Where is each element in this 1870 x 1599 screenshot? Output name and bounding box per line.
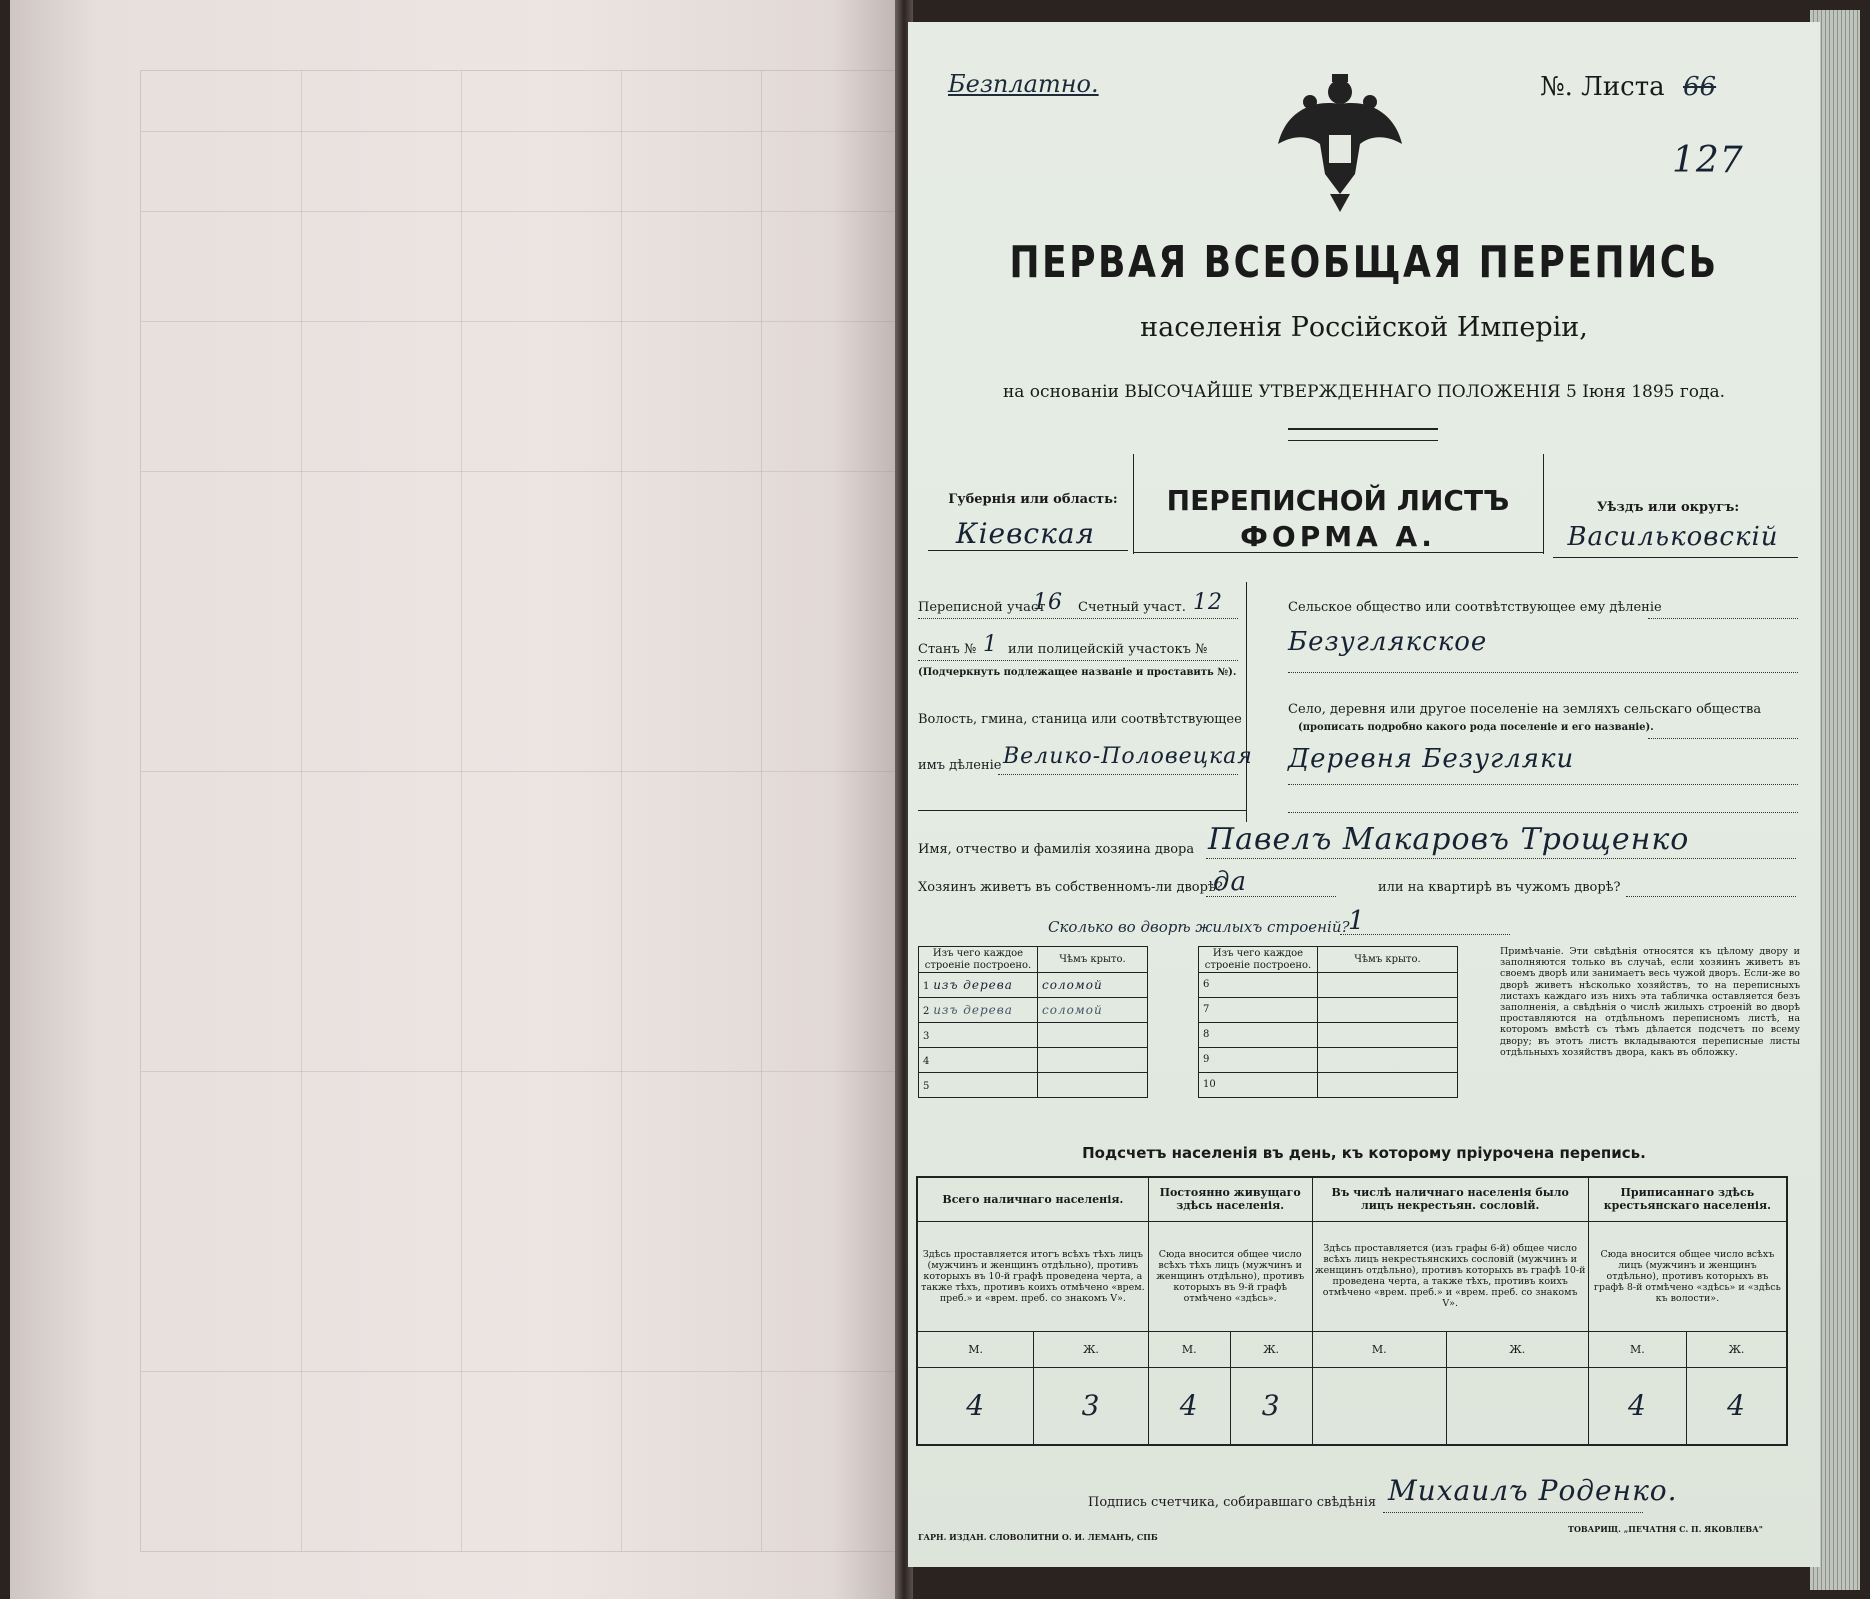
pop-zh-label-4: Ж. [1687, 1331, 1787, 1367]
society-value: Безуглякское [1288, 627, 1488, 657]
building-row-2-material: 2 изъ дерева [919, 998, 1038, 1023]
building-row-3-material: 3 [919, 1023, 1038, 1048]
pop-col-2-desc: Сюда вносится общее число всѣхъ тѣхъ лицъ (мужчинъ и женщинъ отдѣльно), противъ которыхъ въ 9-й графѣ отмѣчено «здѣсь». [1148, 1221, 1312, 1331]
pop-col-1-desc: Здѣсь проставляется итогъ всѣхъ тѣхъ лицъ (мужчинъ и женщинъ отдѣльно), противъ которыхъ въ 10-й графѣ проведена черта, а также тѣхъ, противъ коихъ отмѣчено «врем. преб.» и «врем. преб. со знакомъ V». [917, 1221, 1148, 1331]
form-basis: на основаніи ВЫСОЧАЙШЕ УТВЕРЖДЕННАГО ПОЛОЖЕНІЯ 5 Іюня 1895 года. [1002, 382, 1726, 402]
pop-nonpeasant-zh [1446, 1367, 1588, 1445]
guberniya-label: Губернія или область: [948, 492, 1118, 507]
pop-col-2-title: Постоянно живущаго здѣсь населенія. [1148, 1177, 1312, 1221]
form-subtitle: населенія Россійской Имперіи, [1140, 312, 1588, 343]
pop-m-label-2: М. [1148, 1331, 1230, 1367]
building-row-10: 10 [1199, 1073, 1318, 1098]
sheet-number-handwritten: 127 [1672, 140, 1744, 181]
pop-zh-label-1: Ж. [1034, 1331, 1148, 1367]
own-yard-value: да [1213, 867, 1247, 897]
stan-label: Станъ № [918, 642, 977, 657]
building-row-4-material: 4 [919, 1048, 1038, 1073]
signature-value: Михаилъ Роденко. [1388, 1474, 1678, 1507]
building-row-9: 9 [1199, 1048, 1318, 1073]
owner-label: Имя, отчество и фамилія хозяина двора [918, 842, 1195, 857]
buildings-note: Примѣчаніе. Эти свѣдѣнія относятся къ цѣлому двору и заполняются только въ случаѣ, если хозяинъ живетъ въ своемъ дворѣ или занимаетъ весь чужой дворъ. Если-же во дворѣ живетъ нѣсколько хозяйствъ, то на переписныхъ листахъ каждаго изъ нихъ эта табличка оставляется безъ заполненія, а свѣдѣнія о числѣ жилыхъ строеній во дворѣ проставляются на отдѣльномъ переписномъ листѣ, на которомъ вмѣстѣ съ тѣмъ дѣлается подсчетъ по всему двору; въ этотъ листъ вкладываются переписные листы отдѣльныхъ хозяйствъ двора, какъ въ обложку. [1500, 946, 1800, 1058]
free-label: Безплатно. [948, 70, 1099, 98]
village-note: (прописать подробно какого рода поселеніе и его названіе). [1298, 722, 1654, 733]
roof-header-2: Чѣмъ крыто. [1318, 947, 1458, 973]
uezd-label: Уѣздъ или округъ: [1596, 500, 1740, 515]
building-row-1-material: 1 изъ дерева [919, 973, 1038, 998]
count-area-label: Счетный участ. [1078, 600, 1186, 615]
volost-value: Велико-Половецкая [1003, 744, 1253, 769]
building-row-1-roof: соломой [1038, 973, 1148, 998]
population-table [916, 1176, 1788, 1446]
buildings-table-right [1198, 946, 1458, 1098]
pop-zh-label-2: Ж. [1230, 1331, 1312, 1367]
census-area-label: Переписной участ [918, 600, 1046, 615]
building-row-4-roof [1038, 1048, 1148, 1073]
society-label: Сельское общество или соотвѣтствующее ему дѣленіе [1288, 600, 1662, 615]
underline-note: (Подчеркнуть подлежащее названіе и проставить №). [918, 667, 1237, 678]
building-row-3-roof [1038, 1023, 1148, 1048]
pop-registered-m: 4 [1588, 1367, 1686, 1445]
uezd-value: Васильковскій [1567, 522, 1779, 552]
rented-label: или на квартирѣ въ чужомъ дворѣ? [1378, 880, 1621, 895]
population-heading: Подсчетъ населенія въ день, къ которому пріурочена перепись. [1082, 1144, 1646, 1162]
sheet-label: №. Листа [1540, 72, 1665, 102]
village-value: Деревня Безугляки [1288, 744, 1575, 774]
pop-total-zh: 3 [1034, 1367, 1148, 1445]
building-row-5-roof [1038, 1073, 1148, 1098]
pop-total-m: 4 [917, 1367, 1034, 1445]
building-row-2-roof: соломой [1038, 998, 1148, 1023]
census-form-page [908, 22, 1820, 1567]
building-row-6: 6 [1199, 973, 1318, 998]
form-main-title: ПЕРВАЯ ВСЕОБЩАЯ ПЕРЕПИСЬ [1009, 237, 1719, 288]
buildings-value: 1 [1348, 906, 1366, 936]
pop-permanent-zh: 3 [1230, 1367, 1312, 1445]
ornament-divider [1288, 428, 1438, 441]
building-row-7: 7 [1199, 998, 1318, 1023]
pop-permanent-m: 4 [1148, 1367, 1230, 1445]
stan-no: 1 [983, 632, 998, 657]
pop-col-4-title: Приписаннаго здѣсь крестьянскаго населенія. [1588, 1177, 1787, 1221]
pop-col-3-title: Въ числѣ наличнаго населенія было лицъ некрестьян. сословій. [1312, 1177, 1588, 1221]
volost-label: Волость, гмина, станица или соотвѣтствующее [918, 712, 1242, 727]
guberniya-value: Кіевская [955, 517, 1096, 550]
pop-m-label-1: М. [917, 1331, 1034, 1367]
pop-m-label-3: М. [1312, 1331, 1446, 1367]
sheet-number-crossed: 66 [1683, 72, 1717, 102]
building-row-8: 8 [1199, 1023, 1318, 1048]
material-header: Изъ чего каждое строеніе построено. [919, 947, 1038, 973]
own-yard-label: Хозяинъ живетъ въ собственномъ-ли дворѣ? [918, 880, 1223, 895]
form-type: ФОРМА А. [1240, 520, 1436, 553]
pop-col-1-title: Всего наличнаго населенія. [917, 1177, 1148, 1221]
left-page [10, 0, 903, 1599]
police-label: или полицейскій участокъ № [1008, 642, 1208, 657]
census-area-no: 16 [1033, 590, 1063, 615]
building-row-5-material: 5 [919, 1073, 1038, 1098]
pop-nonpeasant-m [1312, 1367, 1446, 1445]
printer-right: ТОВАРИЩ. „ПЕЧАТНЯ С. П. ЯКОВЛЕВА" [1568, 1524, 1763, 1534]
count-area-no: 12 [1193, 590, 1223, 615]
printer-left: ГАРН. ИЗДАН. СЛОВОЛИТНИ О. И. ЛЕМАНЪ, СПБ [918, 1532, 1158, 1542]
owner-value: Павелъ Макаровъ Трощенко [1208, 822, 1690, 857]
pop-zh-label-3: Ж. [1446, 1331, 1588, 1367]
village-label: Село, деревня или другое поселеніе на земляхъ сельскаго общества [1288, 702, 1762, 717]
roof-header: Чѣмъ крыто. [1038, 947, 1148, 973]
double-headed-eagle-emblem [1270, 64, 1410, 214]
pop-registered-zh: 4 [1687, 1367, 1787, 1445]
pop-col-4-desc: Сюда вносится общее число всѣхъ лицъ (мужчинъ и женщинъ отдѣльно), противъ которыхъ въ графѣ 8-й отмѣчено «здѣсь» и «здѣсь къ волости». [1588, 1221, 1787, 1331]
pop-col-3-desc: Здѣсь проставляется (изъ графы 6-й) общее число всѣхъ лицъ некрестьянскихъ сословій (мужчинъ и женщинъ отдѣльно), противъ которыхъ въ графѣ 10-й проведена черта, а также тѣхъ, противъ коихъ отмѣчено «врем. преб.» и «врем. преб. со знакомъ V». [1312, 1221, 1588, 1331]
buildings-label: Сколько во дворѣ жилыхъ строеній? [1048, 918, 1350, 936]
left-page-bleed-through [140, 70, 902, 1552]
material-header-2: Изъ чего каждое строеніе построено. [1199, 947, 1318, 973]
pop-m-label-4: М. [1588, 1331, 1686, 1367]
buildings-table-left [918, 946, 1148, 1098]
form-name: ПЕРЕПИСНОЙ ЛИСТЪ [1166, 484, 1510, 517]
volost-label-2: имъ дѣленіе [918, 758, 1002, 773]
signature-label: Подпись счетчика, собиравшаго свѣдѣнія [1088, 1495, 1377, 1510]
